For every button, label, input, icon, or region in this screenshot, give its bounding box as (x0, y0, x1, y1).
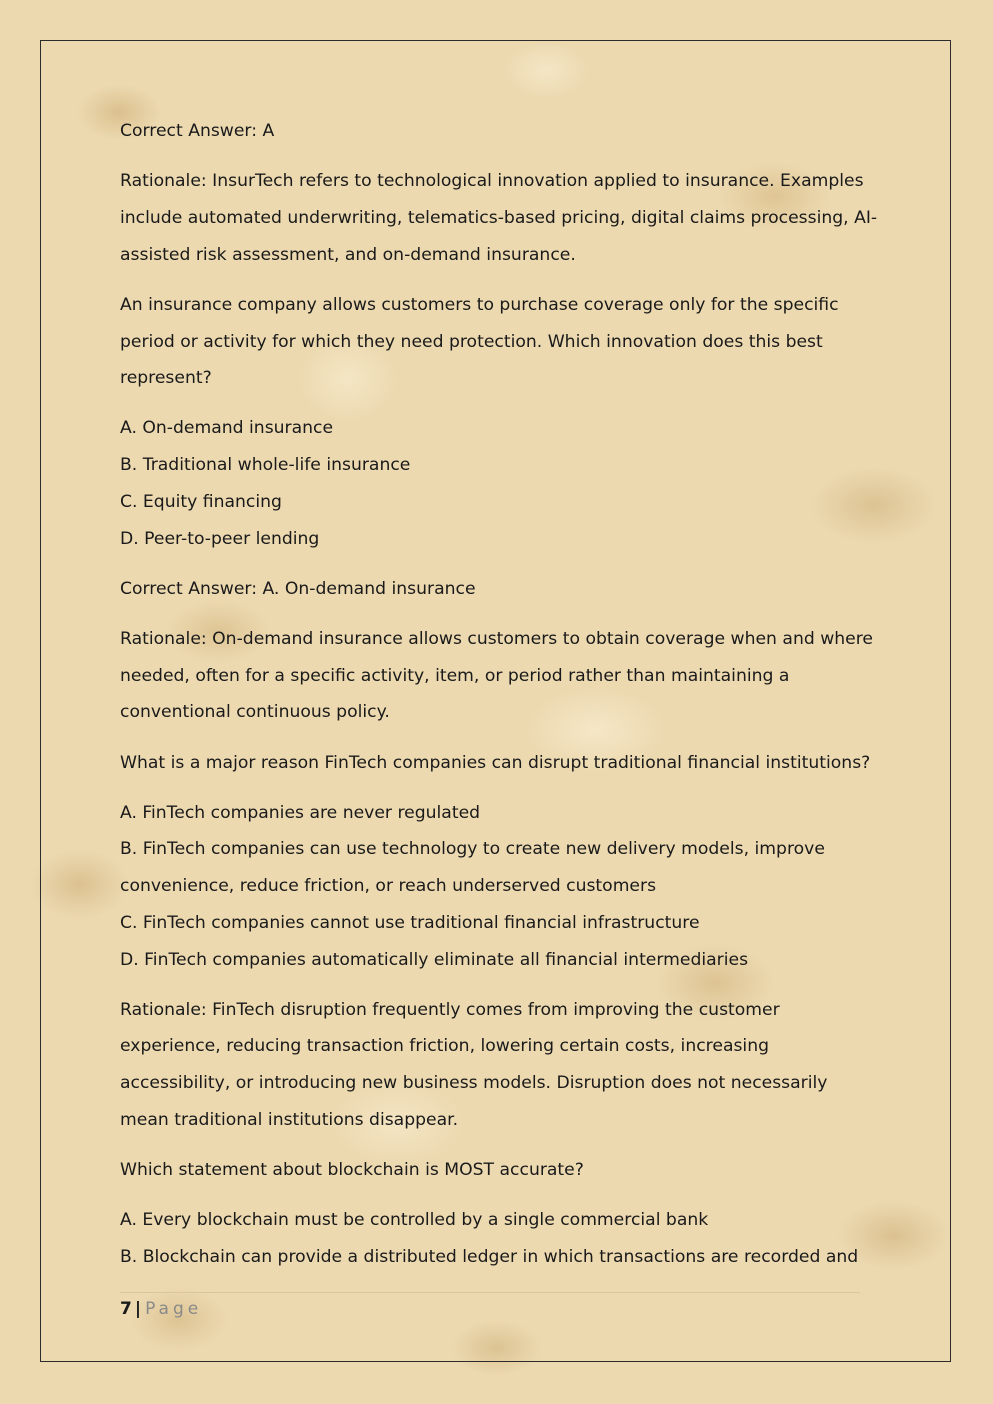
option-d: D. FinTech companies automatically eliminate all financial intermediaries (120, 949, 749, 970)
page-content (120, 113, 880, 1289)
correct-answer-2: Correct Answer: A. On-demand insurance (120, 578, 476, 599)
option-d: D. Peer-to-peer lending (120, 528, 320, 549)
question-2: An insurance company allows customers to purchase coverage only for the specific period or activity for which they need protection. Which innovation does this best represent? (120, 294, 839, 389)
rationale-3: Rationale: FinTech disruption frequently comes from improving the customer experience, reducing transaction friction, lowering certain costs, increasing accessibility, or introducing new business models. Disruption does not necessarily mean traditional institutions disappear. (120, 999, 828, 1130)
option-b: B. Traditional whole-life insurance (120, 455, 411, 476)
rationale-2: Rationale: On-demand insurance allows customers to obtain coverage when and where needed, often for a specific activity, item, or period rather than maintaining a conventional continuous policy. (120, 628, 874, 723)
rationale-1: Rationale: InsurTech refers to technological innovation applied to insurance. Examples include automated underwriting, telematics-based pricing, digital claims processing, AI-assisted risk assessment, and on-demand insurance. (120, 171, 878, 265)
footer-separator: | (134, 1299, 142, 1319)
option-a: A. On-demand insurance (120, 418, 334, 439)
question-3-options (120, 795, 880, 979)
option-a: A. Every blockchain must be controlled by a single commercial bank (120, 1210, 709, 1231)
question-2-options (120, 410, 880, 557)
page-footer (120, 1292, 860, 1321)
page-label: Page (145, 1299, 203, 1319)
option-b: B. Blockchain can provide a distributed ledger in which transactions are recorded and (120, 1246, 859, 1267)
question-3: What is a major reason FinTech companies can disrupt traditional financial institutions? (120, 752, 871, 773)
correct-answer-1: Correct Answer: A (120, 121, 275, 141)
question-4: Which statement about blockchain is MOST accurate? (120, 1160, 584, 1181)
question-4-options (120, 1202, 880, 1275)
option-b: B. FinTech companies can use technology to create new delivery models, improve convenience, reduce friction, or reach underserved customers (120, 839, 825, 897)
page-number: 7 (120, 1299, 132, 1319)
option-c: C. Equity financing (120, 491, 282, 512)
option-a: A. FinTech companies are never regulated (120, 802, 481, 823)
option-c: C. FinTech companies cannot use traditional financial infrastructure (120, 912, 700, 933)
